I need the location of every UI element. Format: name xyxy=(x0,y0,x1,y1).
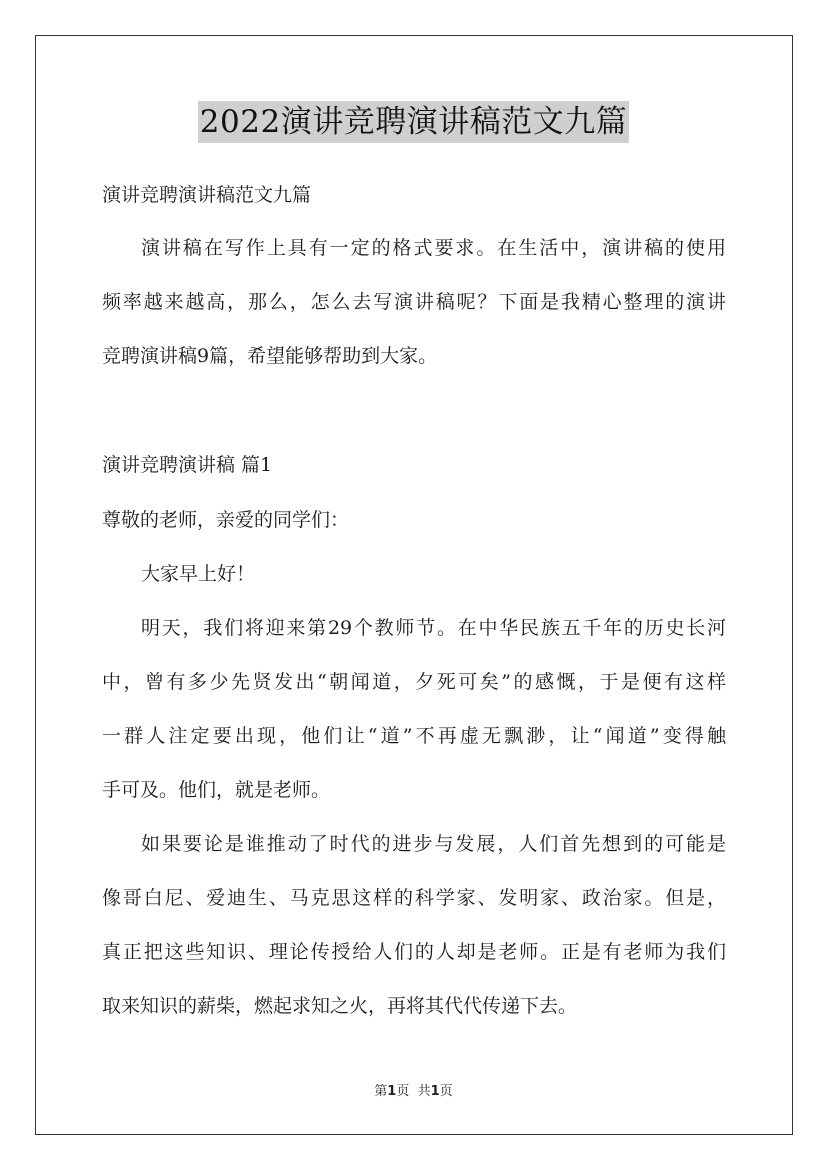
intro-line-3: 竞聘演讲稿9篇，希望能够帮助到大家。 xyxy=(102,345,438,367)
document-title: 2022演讲竞聘演讲稿范文九篇 xyxy=(198,101,629,143)
document-subtitle: 演讲竞聘演讲稿范文九篇 xyxy=(102,184,312,206)
salutation: 尊敬的老师，亲爱的同学们： xyxy=(102,509,350,531)
intro-line-1: 演讲稿在写作上具有一定的格式要求。在生活中，演讲稿的使用 xyxy=(141,237,726,259)
paragraph2-line-4: 取来知识的薪柴，燃起求知之火，再将其代代传递下去。 xyxy=(102,995,578,1017)
paragraph1-line-3: 一群人注定要出现，他们让“道”不再虚无飘渺，让“闻道”变得触 xyxy=(102,725,726,747)
page-total: 1 xyxy=(430,1084,440,1099)
paragraph1-line-2: 中，曾有多少先贤发出“朝闻道，夕死可矣”的感慨，于是便有这样 xyxy=(102,671,726,693)
greeting: 大家早上好！ xyxy=(141,563,256,585)
paragraph1-line-4: 手可及。他们，就是老师。 xyxy=(102,779,331,801)
paragraph2-line-2: 像哥白尼、爱迪生、马克思这样的科学家、发明家、政治家。但是， xyxy=(102,887,726,909)
paragraph2-line-3: 真正把这些知识、理论传授给人们的人却是老师。正是有老师为我们 xyxy=(102,941,726,963)
section-heading: 演讲竞聘演讲稿 篇1 xyxy=(102,454,273,476)
page-prefix: 第 xyxy=(374,1084,388,1099)
intro-line-2: 频率越来越高，那么，怎么去写演讲稿呢？下面是我精心整理的演讲 xyxy=(102,291,726,313)
paragraph1-line-1: 明天，我们将迎来第29个教师节。在中华民族五千年的历史长河 xyxy=(141,617,726,639)
page-footer xyxy=(0,1083,827,1101)
page-current: 1 xyxy=(387,1084,397,1099)
total-prefix: 共 xyxy=(417,1084,431,1099)
paragraph2-line-1: 如果要论是谁推动了时代的进步与发展，人们首先想到的可能是 xyxy=(141,833,726,855)
total-suffix: 页 xyxy=(439,1084,453,1099)
page-suffix: 页 xyxy=(396,1084,410,1099)
title-container xyxy=(0,101,827,143)
